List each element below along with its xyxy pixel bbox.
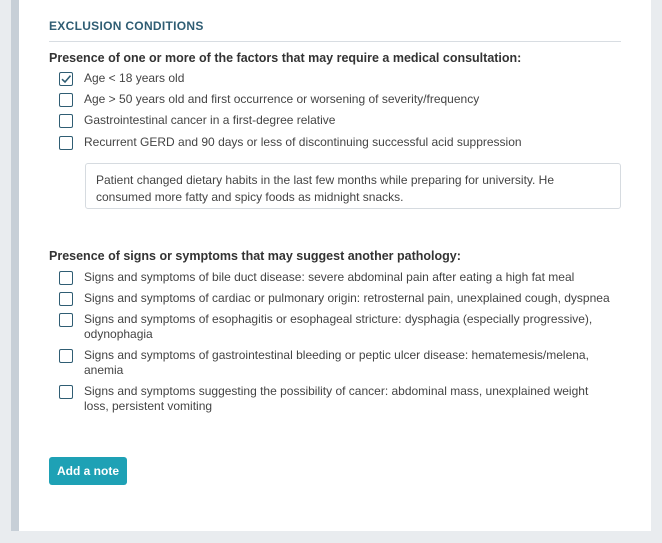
add-note-button[interactable]: Add a note <box>49 457 127 485</box>
section-divider <box>49 41 621 42</box>
checkbox[interactable] <box>59 72 73 86</box>
checkbox-row-esophagitis[interactable] <box>59 312 614 342</box>
checkbox[interactable] <box>59 271 73 285</box>
checkbox-label: Age > 50 years old and first occurrence or worsening of severity/frequency <box>84 92 480 106</box>
checkbox-row-recurrent-gerd[interactable] <box>59 135 614 150</box>
checkbox-label: Recurrent GERD and 90 days or less of discontinuing successful acid suppression <box>84 135 522 149</box>
group2-title: Presence of signs or symptoms that may suggest another pathology: <box>49 249 461 263</box>
note-text[interactable]: Patient changed dietary habits in the last few months while preparing for university. He consumed more fatty and spicy foods as midnight snacks. <box>85 163 621 209</box>
checkbox-label: Signs and symptoms suggesting the possibility of cancer: abdominal mass, unexplained weight loss, persistent vomiting <box>84 384 589 413</box>
checkbox-label: Signs and symptoms of cardiac or pulmonary origin: retrosternal pain, unexplained cough, dyspnea <box>84 291 610 305</box>
checkbox-row-bile-duct[interactable] <box>59 270 614 285</box>
checkbox[interactable] <box>59 136 73 150</box>
check-icon <box>59 72 73 86</box>
checkbox-row-age-under-18[interactable] <box>59 71 614 86</box>
checkbox[interactable] <box>59 93 73 107</box>
checkbox-row-age-over-50[interactable] <box>59 92 614 107</box>
checkbox[interactable] <box>59 385 73 399</box>
checkbox[interactable] <box>59 292 73 306</box>
checkbox-label: Signs and symptoms of gastrointestinal bleeding or peptic ulcer disease: hematemesis/melena, anemia <box>84 348 589 377</box>
checkbox-row-cancer-signs[interactable] <box>59 384 614 414</box>
checkbox[interactable] <box>59 313 73 327</box>
checkbox-label: Signs and symptoms of bile duct disease: severe abdominal pain after eating a high fat meal <box>84 270 575 284</box>
checkbox[interactable] <box>59 349 73 363</box>
checkbox-row-cardiac-pulmonary[interactable] <box>59 291 614 306</box>
group1-title: Presence of one or more of the factors that may require a medical consultation: <box>49 51 522 65</box>
checkbox-row-gi-cancer-relative[interactable] <box>59 113 614 128</box>
checkbox-label: Age < 18 years old <box>84 71 185 85</box>
checkbox-row-gi-bleeding[interactable] <box>59 348 614 378</box>
checkbox[interactable] <box>59 114 73 128</box>
exclusion-card <box>11 0 651 531</box>
section-title: EXCLUSION CONDITIONS <box>49 19 204 33</box>
checkbox-label: Gastrointestinal cancer in a first-degree relative <box>84 113 336 127</box>
checkbox-label: Signs and symptoms of esophagitis or esophageal stricture: dysphagia (especially progressive), odynophagia <box>84 312 593 341</box>
